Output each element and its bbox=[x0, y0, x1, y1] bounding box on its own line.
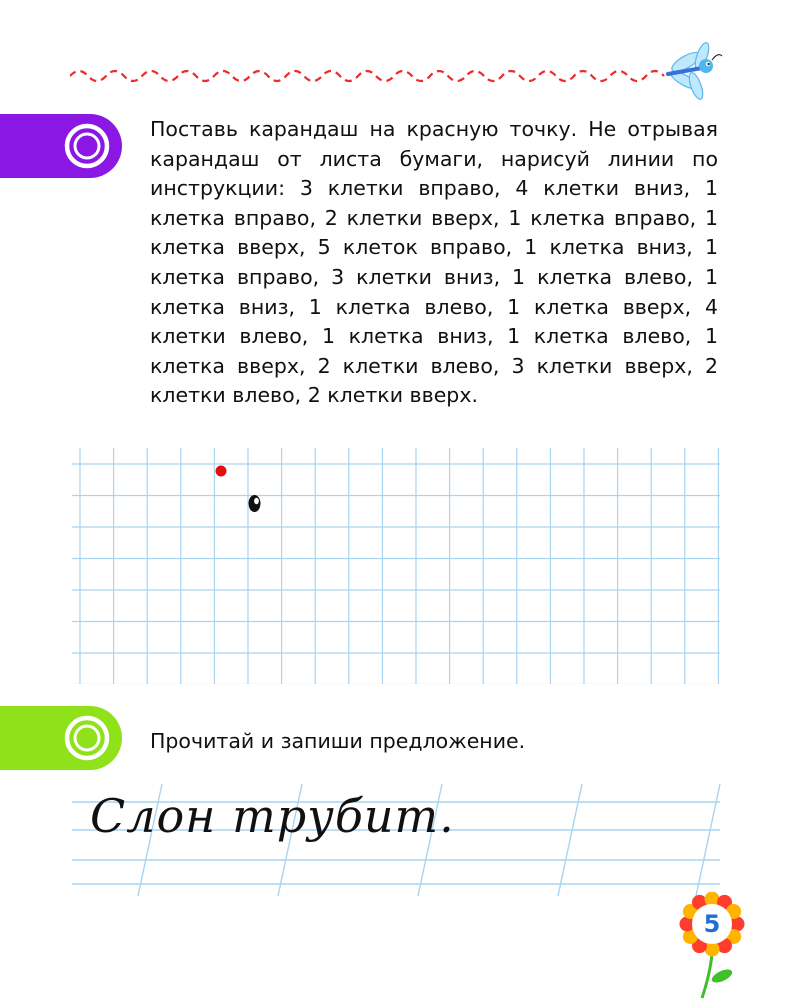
task-marker-green bbox=[0, 706, 122, 770]
graph-paper-grid bbox=[72, 448, 722, 684]
sample-sentence-cursive: Слон трубит. bbox=[90, 789, 455, 843]
task1-instructions: Поставь карандаш на красную точку. Не отрывая карандаш от листа бумаги, нарисуй линии по инструкции: 3 клетки вправо, 4 клетки вниз, 1 клетка вправо, 2 клетки вверх, 1 клетка вправо, 1 клетка вверх, 5 клеток вправо, 1 клетка вниз, 1 клетка вправо, 3 клетки вниз, 1 клетка влево, 1 клетка вниз, 1 клетка влево, 1 клетка вверх, 4 клетки влево, 1 клетка вниз, 1 клетка влево, 1 клетка вверх, 2 клетки влево, 3 клетки вверх, 2 клетки влево, 2 клетки вверх. bbox=[150, 117, 718, 408]
task2-instruction: Прочитай и запиши предложение. bbox=[150, 729, 526, 753]
wavy-divider bbox=[70, 64, 670, 88]
eye-mark bbox=[249, 495, 261, 512]
task-marker-purple bbox=[0, 114, 122, 178]
page-number: 5 bbox=[703, 910, 721, 938]
dragonfly-icon bbox=[662, 42, 726, 104]
red-start-dot bbox=[216, 466, 227, 477]
ring-icon bbox=[64, 123, 110, 169]
ring-icon bbox=[64, 715, 110, 761]
